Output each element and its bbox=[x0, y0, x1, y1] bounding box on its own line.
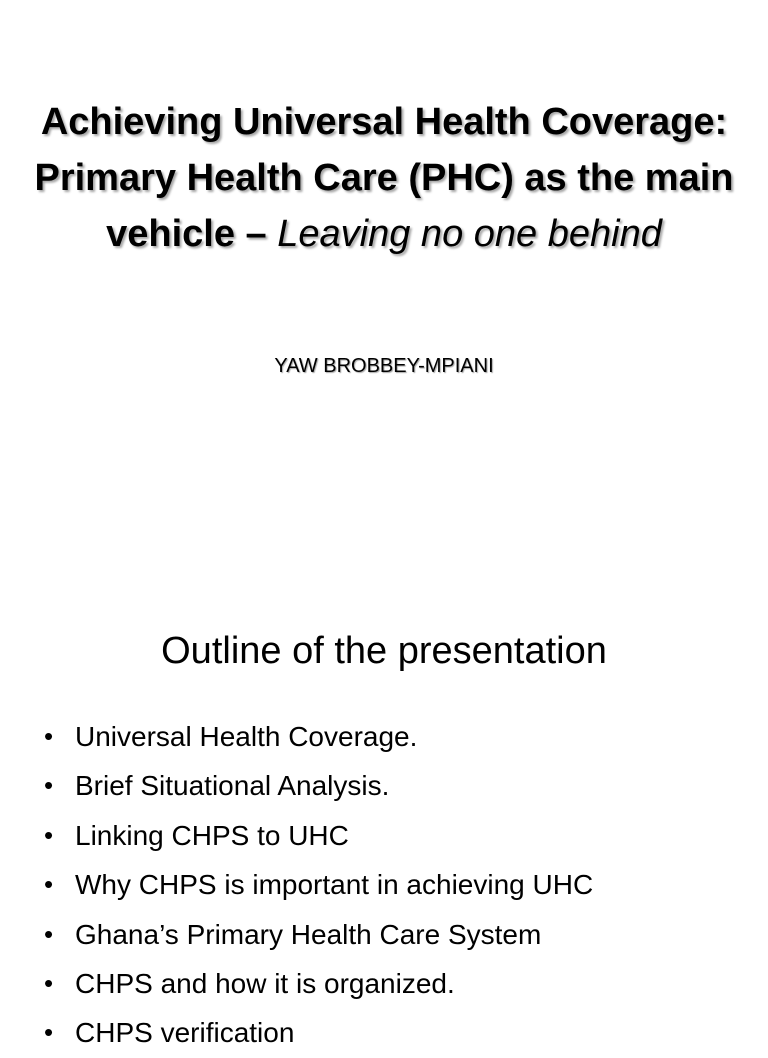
outline-title: Outline of the presentation bbox=[161, 630, 607, 672]
bullet-icon: • bbox=[44, 968, 54, 999]
author-name: YAW BROBBEY-MPIANI bbox=[274, 355, 494, 377]
bullet-icon: • bbox=[44, 721, 54, 751]
bullet-icon: • bbox=[44, 918, 54, 949]
list-item-text: CHPS verification bbox=[75, 1017, 295, 1049]
bullet-icon: • bbox=[44, 869, 54, 900]
bullet-icon: • bbox=[44, 1017, 54, 1048]
list-item-text: Ghana’s Primary Health Care System bbox=[75, 918, 542, 950]
list-item bbox=[44, 1008, 593, 1057]
list-item bbox=[44, 811, 593, 860]
title-italic-text: Leaving no one behind bbox=[277, 213, 662, 255]
list-item-text: Universal Health Coverage. bbox=[75, 721, 418, 752]
list-item bbox=[44, 959, 593, 1008]
presentation-title bbox=[14, 94, 754, 262]
title-main-text: Achieving Universal Health Coverage: Primary Health Care (PHC) as the main vehicle – bbox=[34, 101, 734, 255]
list-item bbox=[44, 910, 593, 959]
list-item bbox=[44, 860, 593, 909]
list-item-text: Brief Situational Analysis. bbox=[75, 770, 390, 802]
list-item bbox=[44, 712, 593, 761]
bullet-icon: • bbox=[44, 770, 54, 801]
list-item-text: Linking CHPS to UHC bbox=[75, 819, 349, 851]
bullet-icon: • bbox=[44, 819, 54, 850]
outline-slide bbox=[0, 576, 768, 1049]
list-item bbox=[44, 761, 593, 810]
list-item-text: CHPS and how it is organized. bbox=[75, 968, 455, 1000]
list-item-text: Why CHPS is important in achieving UHC bbox=[75, 869, 594, 901]
outline-list bbox=[44, 712, 593, 1058]
